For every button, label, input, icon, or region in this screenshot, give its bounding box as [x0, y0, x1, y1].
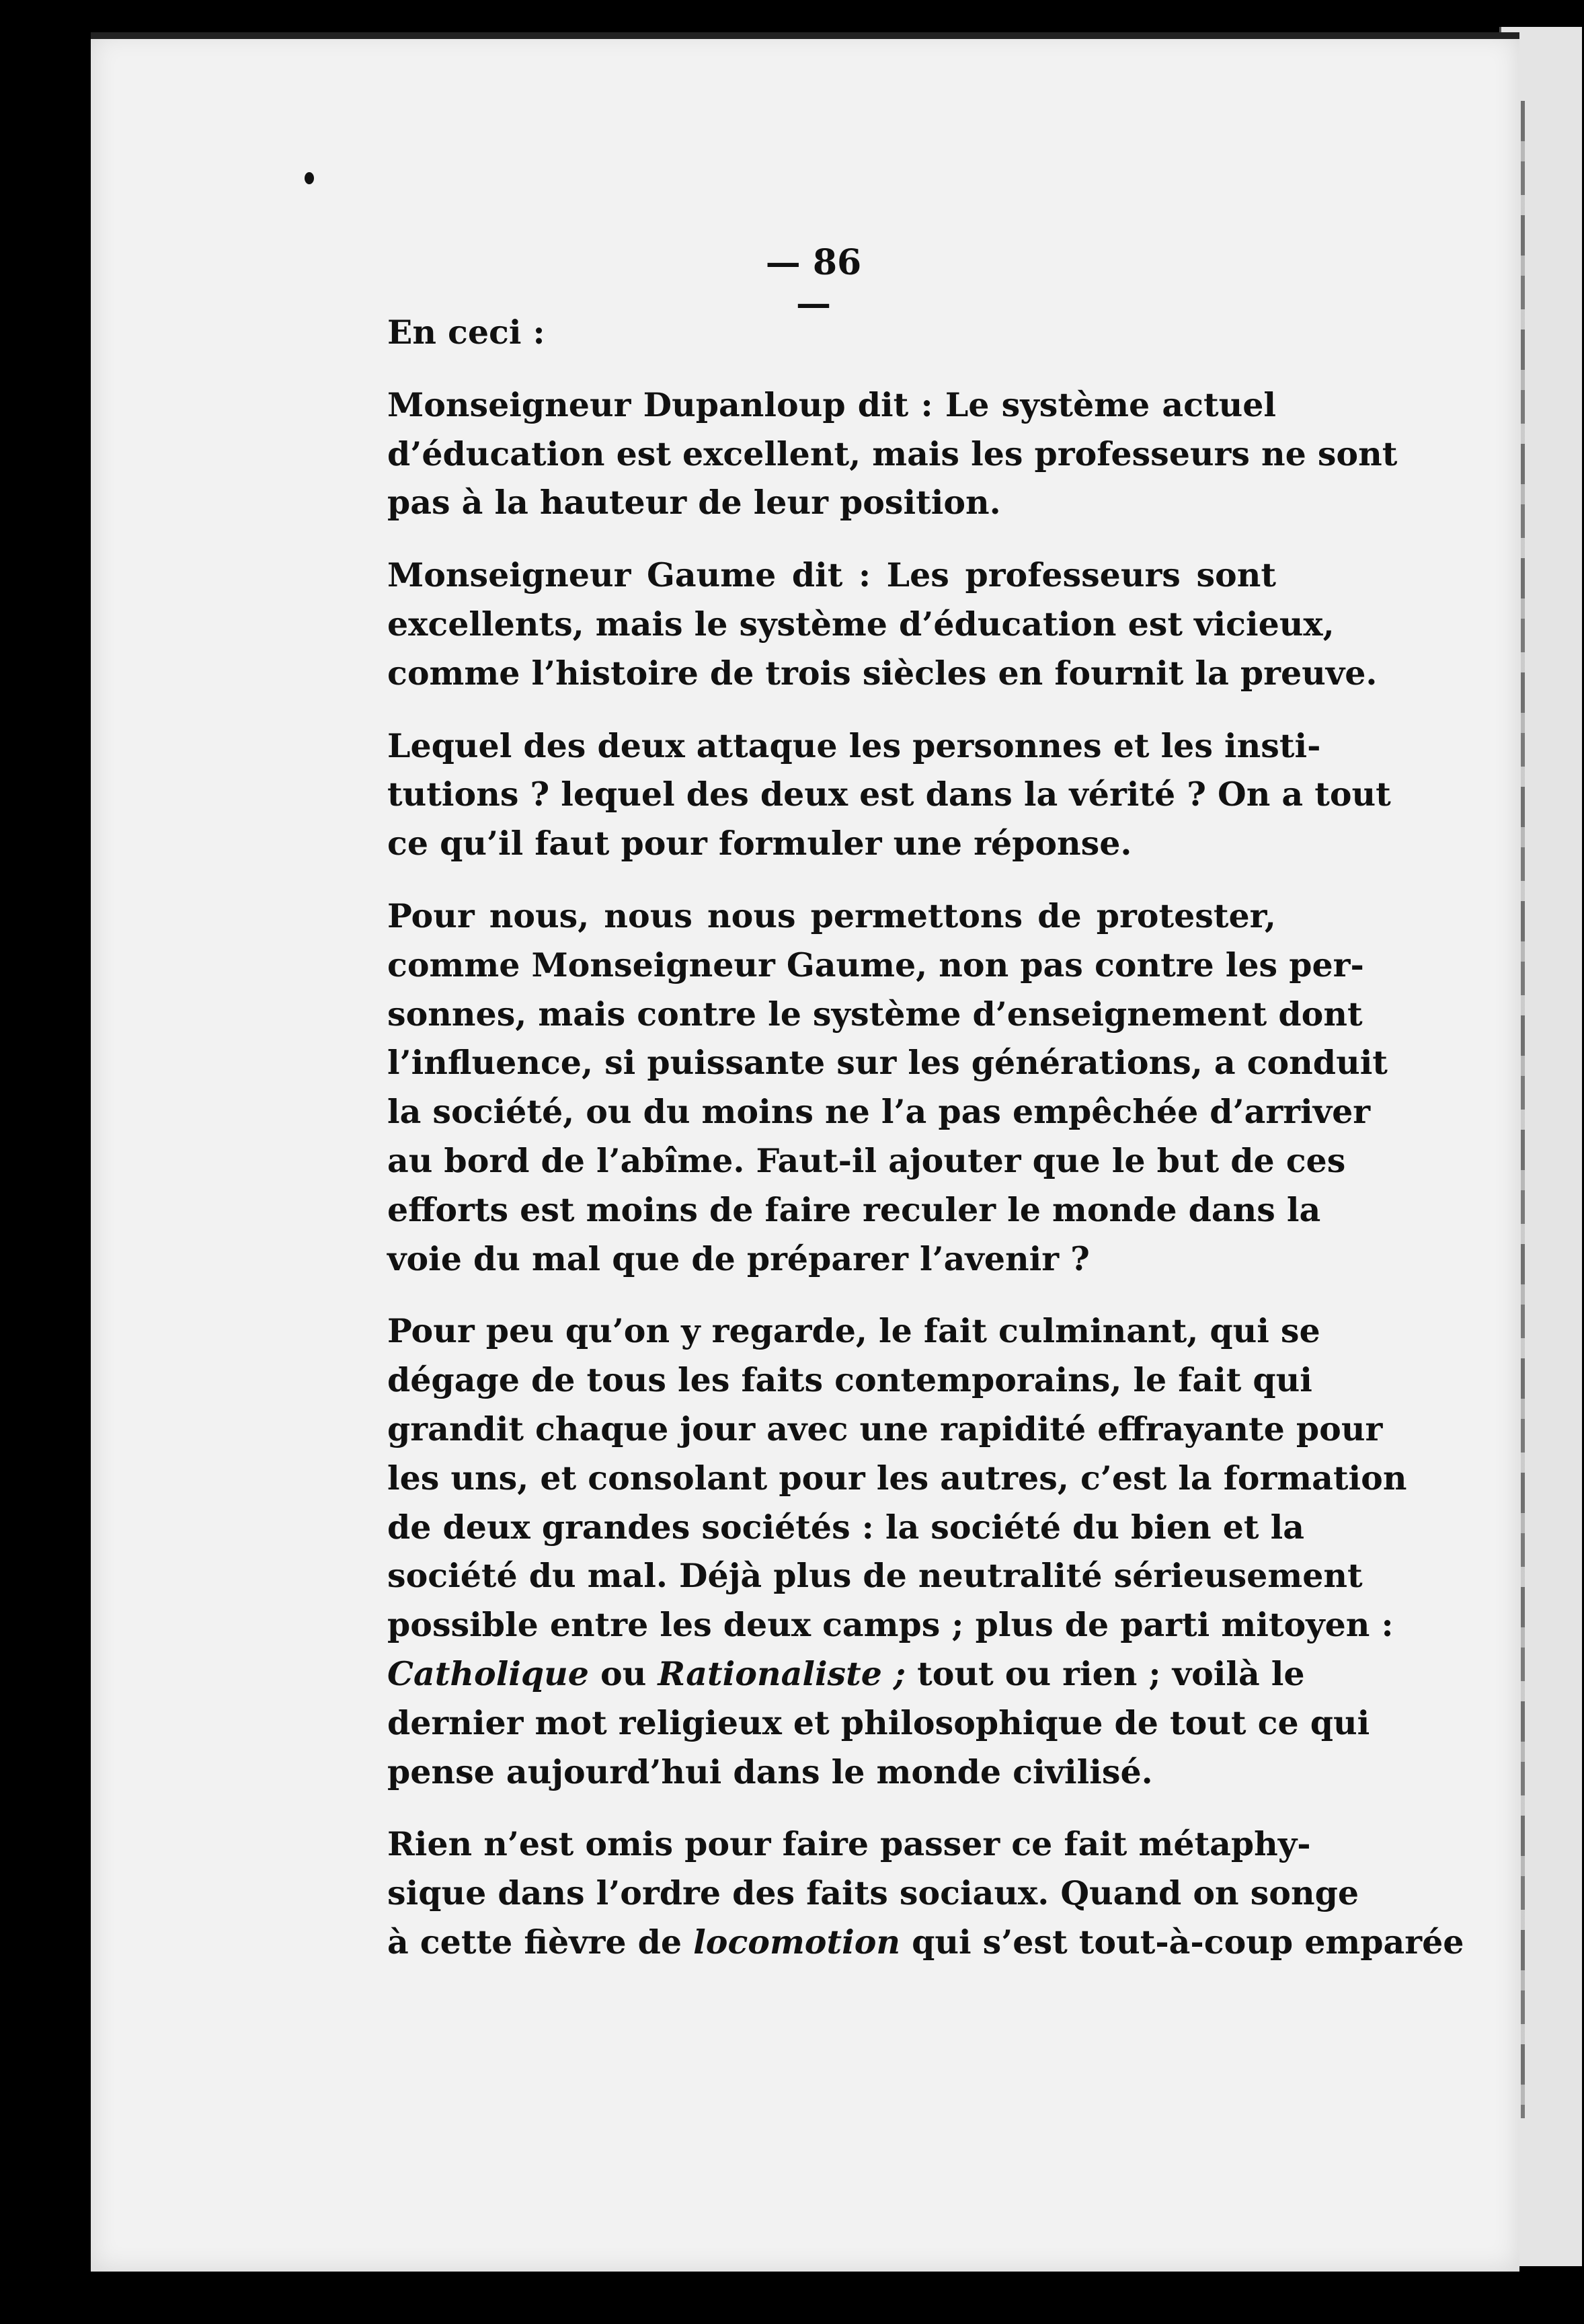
opening-line: En ceci :: [387, 313, 545, 352]
body-text: [321, 308, 1464, 1967]
text-line: comme l’histoire de trois siècles en fournit la preuve.: [387, 653, 1378, 693]
text-line: société du mal. Déjà plus de neutralité sérieusement: [387, 1556, 1363, 1596]
text-line: comme Monseigneur Gaume, non pas contre les per-: [387, 945, 1364, 984]
text-line: Lequel des deux attaque les personnes et les insti-: [387, 726, 1321, 765]
italic-word: locomotion: [693, 1922, 901, 1962]
text-line: la société, ou du moins ne l’a pas empêchée d’arriver: [387, 1092, 1371, 1132]
text-line: pense aujourd’hui dans le monde civilisé.: [387, 1752, 1153, 1791]
text-line: dégage de tous les faits contemporains, le fait qui: [387, 1360, 1312, 1400]
text-line: voie du mal que de préparer l’avenir ?: [387, 1239, 1090, 1278]
italic-word: Catholique: [387, 1654, 589, 1693]
text-line: pas à la hauteur de leur position.: [387, 483, 1001, 522]
page-number: — 86 —: [765, 242, 862, 324]
text-line: excellents, mais le système d’éducation est vicieux,: [387, 604, 1335, 644]
text-line: au bord de l’abîme. Faut-il ajouter que le but de ces: [387, 1140, 1346, 1180]
text-line: Monseigneur Dupanloup dit : Le système actuel: [387, 385, 1276, 424]
text-line: Pour nous, nous nous permettons de protester,: [387, 896, 1276, 935]
page-top-edge: [91, 32, 1519, 39]
text-fragment: tout ou rien ; voilà le: [906, 1654, 1305, 1693]
text-line: efforts est moins de faire reculer le monde dans la: [387, 1190, 1321, 1229]
text-line: sique dans l’ordre des faits sociaux. Quand on songe: [387, 1873, 1359, 1913]
italic-word: Rationaliste ;: [658, 1654, 906, 1693]
text-line: Rien n’est omis pour faire passer ce fait métaphy-: [387, 1824, 1311, 1864]
text-line: Pour peu qu’on y regarde, le fait culminant, qui se: [387, 1311, 1320, 1351]
text-line: ce qu’il faut pour formuler une réponse.: [387, 824, 1132, 863]
text-line: de deux grandes sociétés : la société du bien et la: [387, 1507, 1304, 1547]
text-line: grandit chaque jour avec une rapidité effrayante pour: [387, 1409, 1383, 1448]
text-line-with-italics: [321, 1650, 1305, 1699]
text-line: Monseigneur Gaume dit : Les professeurs sont: [387, 555, 1276, 595]
paragraph-3: [321, 722, 1391, 868]
text-line: possible entre les deux camps ; plus de parti mitoyen :: [387, 1605, 1394, 1645]
text-fragment: qui s’est tout-à-coup emparée: [900, 1922, 1464, 1962]
page-stack-edge: [1521, 101, 1525, 2118]
text-line: dernier mot religieux et philosophique de tout ce qui: [387, 1703, 1370, 1742]
text-line-with-italics: [321, 1918, 1464, 1967]
paragraph-5: [321, 1307, 1407, 1796]
ink-spot: [305, 172, 314, 184]
text-line: les uns, et consolant pour les autres, c’est la formation: [387, 1458, 1407, 1498]
text-line: tutions ? lequel des deux est dans la vérité ? On a tout: [387, 775, 1391, 814]
text-line: sonnes, mais contre le système d’enseignement dont: [387, 994, 1363, 1034]
text-line: l’influence, si puissante sur les générations, a conduit: [387, 1043, 1388, 1083]
text-fragment: à cette fièvre de: [387, 1922, 694, 1962]
text-line: d’éducation est excellent, mais les professeurs ne sont: [387, 434, 1398, 473]
paragraph-4: [321, 892, 1388, 1283]
paragraph-6: [321, 1820, 1464, 1966]
text-fragment: ou: [588, 1654, 658, 1693]
paragraph-1: [321, 381, 1398, 527]
paragraph-2: [321, 551, 1378, 697]
